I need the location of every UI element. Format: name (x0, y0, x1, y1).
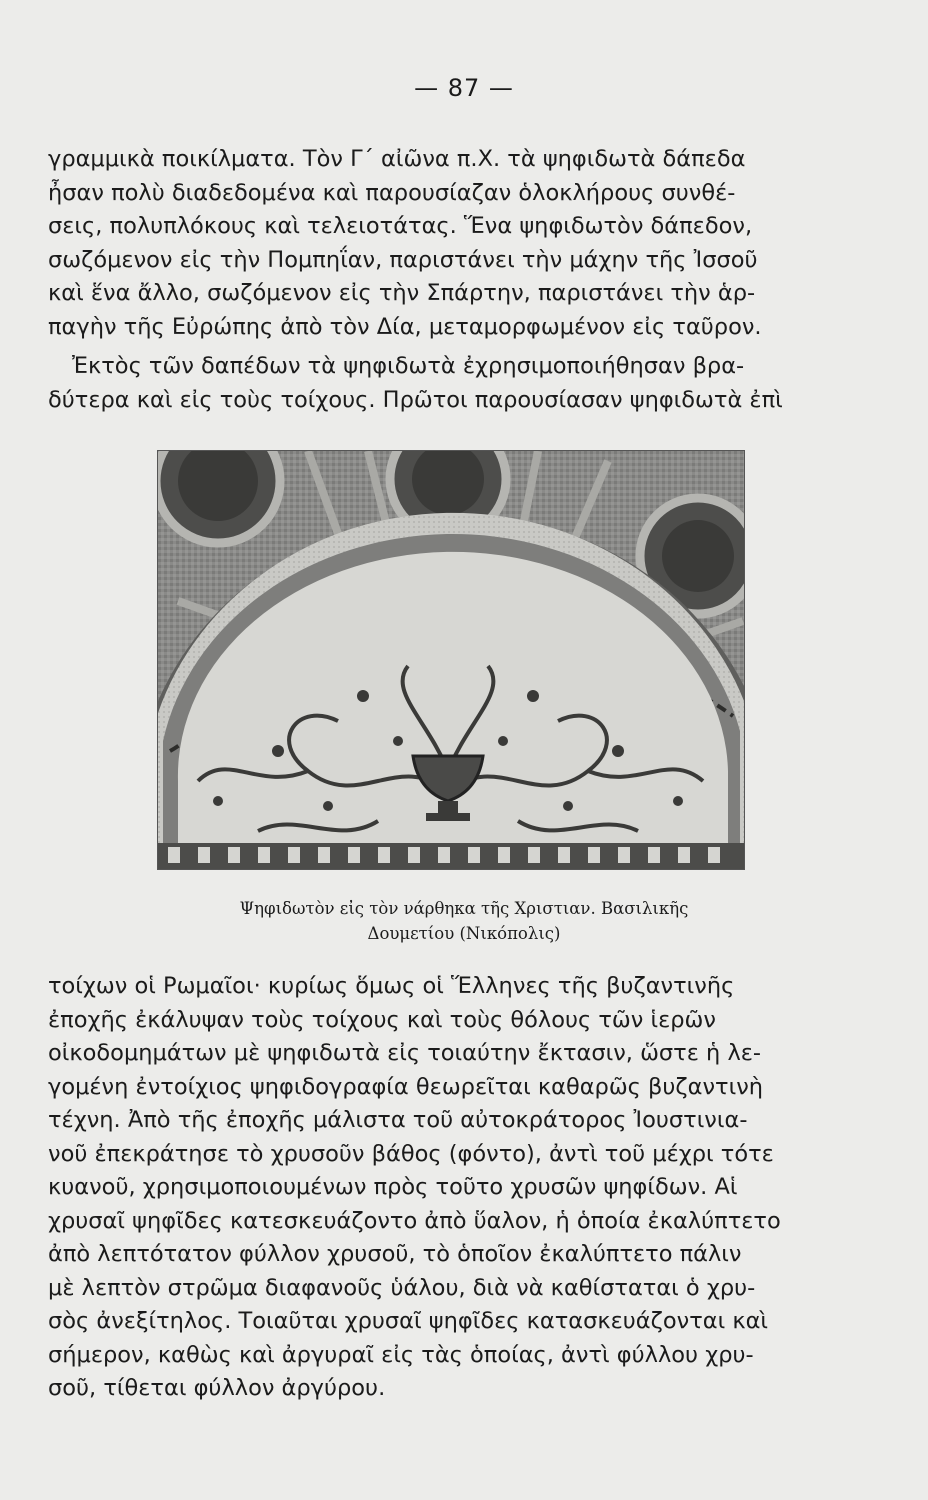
text-line: σωζόμενον εἰς τὴν Πομπηΐαν, παριστάνει τὴν μάχην τῆς Ἰσσοῦ (48, 246, 758, 273)
text-line: γομένη ἐντοίχιος ψηφιδογραφία θεωρεῖται καθαρῶς βυζαντινὴ (48, 1073, 764, 1100)
text-line: οἰκοδομημάτων μὲ ψηφιδωτὰ εἰς τοιαύτην ἔκτασιν, ὥστε ἡ λε- (48, 1040, 762, 1066)
paragraph-1 (48, 143, 848, 344)
text-line: χρυσαῖ ψηφῖδες κατεσκευάζοντο ἀπὸ ὕαλον, ἡ ὁποία ἐκαλύπτετο (48, 1207, 781, 1234)
text-line: σοῦ, τίθεται φύλλον ἀργύρου. (48, 1375, 386, 1401)
text-line: ἦσαν πολὺ διαδεδομένα καὶ παρουσίαζαν ὁλοκλήρους συνθέ- (48, 179, 736, 206)
text-line: ἐποχῆς ἐκάλυψαν τοὺς τοίχους καὶ τοὺς θόλους τῶν ἱερῶν (48, 1006, 716, 1033)
paragraph-3 (48, 970, 848, 1406)
figure-caption-line-1: Ψηφιδωτὸν εἰς τὸν νάρθηκα τῆς Χριστιαν. Βασιλικῆς (239, 899, 689, 918)
text-line: γραμμικὰ ποικίλματα. Τὸν Γ΄ αἰῶνα π.Χ. τὰ ψηφιδωτὰ δάπεδα (48, 146, 746, 172)
mosaic-photograph (157, 450, 745, 870)
figure-caption-line-2: Δουμετίου (Νικόπολις) (367, 924, 561, 943)
text-line: τέχνη. Ἀπὸ τῆς ἐποχῆς μάλιστα τοῦ αὐτοκράτορος Ἰουστινια- (48, 1107, 748, 1133)
text-line: καὶ ἕνα ἄλλο, σωζόμενον εἰς τὴν Σπάρτην, παριστάνει τὴν ἁρ- (48, 280, 756, 306)
paragraph-2 (48, 350, 848, 417)
text-line: σὸς ἀνεξίτηλος. Τοιαῦται χρυσαῖ ψηφῖδες κατασκευάζονται καὶ (48, 1308, 769, 1334)
text-line: τοίχων οἱ Ρωμαῖοι· κυρίως ὅμως οἱ Ἕλληνες τῆς βυζαντινῆς (48, 973, 735, 999)
text-line: δύτερα καὶ εἰς τοὺς τοίχους. Πρῶτοι παρουσίασαν ψηφιδωτὰ ἐπὶ (48, 386, 783, 413)
text-line: σήμερον, καθὼς καὶ ἀργυραῖ εἰς τὰς ὁποίας, ἀντὶ φύλλου χρυ- (48, 1341, 754, 1368)
text-line: νοῦ ἐπεκράτησε τὸ χρυσοῦν βάθος (φόντο), ἀντὶ τοῦ μέχρι τότε (48, 1140, 774, 1167)
text-line: ἀπὸ λεπτότατον φύλλον χρυσοῦ, τὸ ὁποῖον ἐκαλύπτετο πάλιν (48, 1241, 742, 1267)
text-line: σεις, πολυπλόκους καὶ τελειοτάτας. Ἕνα ψηφιδωτὸν δάπεδον, (48, 213, 753, 239)
text-line: κυανοῦ, χρησιμοποιουμένων πρὸς τοῦτο χρυσῶν ψηφίδων. Αἱ (48, 1174, 738, 1200)
text-line: παγὴν τῆς Εὐρώπης ἀπὸ τὸν Δία, μεταμορφωμένον εἰς ταῦρον. (48, 313, 762, 340)
page-number: — 87 — (414, 74, 514, 102)
text-line: Ἐκτὸς τῶν δαπέδων τὰ ψηφιδωτὰ ἐχρησιμοποιήθησαν βρα- (72, 353, 745, 379)
text-line: μὲ λεπτὸν στρῶμα διαφανοῦς ὑάλου, διὰ νὰ καθίσταται ὁ χρυ- (48, 1274, 756, 1301)
